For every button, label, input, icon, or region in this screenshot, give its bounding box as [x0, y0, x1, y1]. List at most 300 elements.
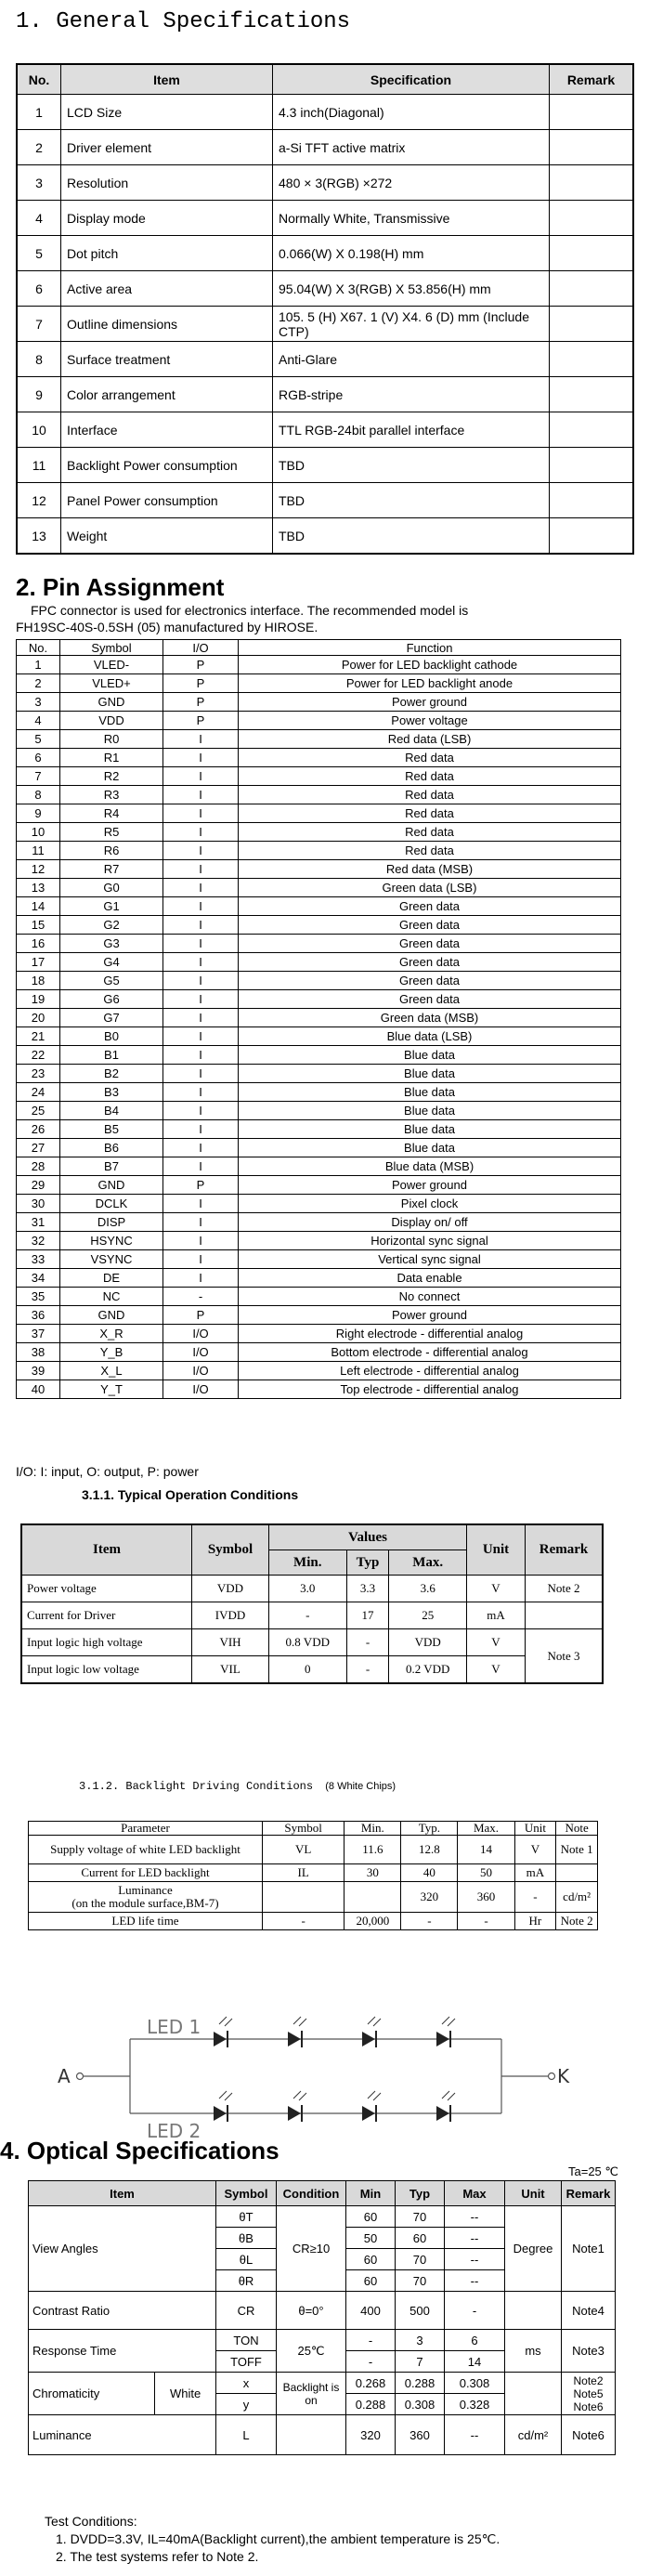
- op-h-remark: Remark: [526, 1524, 604, 1576]
- gen-header-cell: Remark: [550, 64, 634, 95]
- gen-cell: [550, 377, 634, 412]
- pin-cell: X_L: [60, 1362, 163, 1380]
- op-cell: V: [467, 1576, 526, 1602]
- pin-cell: DCLK: [60, 1195, 163, 1213]
- op-cell: IVDD: [192, 1602, 269, 1629]
- bl-cell: Current for LED backlight: [29, 1864, 263, 1882]
- bl-h: Parameter: [29, 1822, 263, 1836]
- pin-cell: 4: [17, 712, 60, 730]
- pin-cell: VLED-: [60, 656, 163, 674]
- gen-cell: 4: [17, 201, 61, 236]
- pin-cell: Red data: [239, 842, 621, 860]
- diode-icon: [214, 2032, 227, 2046]
- pin-cell: Red data: [239, 823, 621, 842]
- table-row: [17, 165, 633, 201]
- op-cell: 3.6: [389, 1576, 467, 1602]
- table-row: [17, 1213, 621, 1232]
- opt-cell: 70: [396, 2206, 445, 2228]
- cathode-label: K: [557, 2065, 570, 2087]
- op-cell: 0.8 VDD: [269, 1629, 347, 1656]
- opt-cell: Note6: [562, 2415, 616, 2455]
- table-row: [17, 1232, 621, 1250]
- pin-cell: Top electrode - differential analog: [239, 1380, 621, 1399]
- pin-cell: I: [163, 972, 239, 990]
- table-row: [17, 1046, 621, 1065]
- opt-cell: TOFF: [216, 2351, 277, 2373]
- pin-cell: Right electrode - differential analog: [239, 1325, 621, 1343]
- opt-h: Condition: [277, 2181, 346, 2206]
- table-row: [17, 730, 621, 749]
- opt-va-remark: Note1: [562, 2206, 616, 2292]
- pin-cell: B5: [60, 1120, 163, 1139]
- gen-cell: Display mode: [61, 201, 273, 236]
- test-conditions-title: Test Conditions:: [45, 2514, 137, 2529]
- pin-cell: VLED+: [60, 674, 163, 693]
- pin-cell: 28: [17, 1157, 60, 1176]
- opt-row-luminance: [29, 2415, 616, 2455]
- table-row: [17, 1083, 621, 1102]
- pin-cell: I: [163, 935, 239, 953]
- op-h-max: Max.: [389, 1550, 467, 1576]
- opt-va-unit: Degree: [505, 2206, 562, 2292]
- gen-cell: 6: [17, 271, 61, 307]
- pin-cell: Green data: [239, 916, 621, 935]
- gen-cell: 480 × 3(RGB) ×272: [273, 165, 550, 201]
- opt-h: Unit: [505, 2181, 562, 2206]
- pin-cell: Blue data: [239, 1083, 621, 1102]
- table-row: [17, 990, 621, 1009]
- pin-cell: P: [163, 1306, 239, 1325]
- op-cell: 3.3: [346, 1576, 389, 1602]
- pin-cell: Green data: [239, 953, 621, 972]
- section-optical-title: 4. Optical Specifications: [0, 2137, 280, 2164]
- led-circuit-diagram: [56, 2011, 576, 2141]
- backlight-table: [28, 1821, 598, 1930]
- pin-cell: Green data (LSB): [239, 879, 621, 897]
- opt-white: White: [155, 2373, 216, 2415]
- pin-cell: 31: [17, 1213, 60, 1232]
- pin-cell: I: [163, 842, 239, 860]
- opt-row-ton: [29, 2330, 616, 2351]
- gen-cell: Driver element: [61, 130, 273, 165]
- pin-assignment-table: [16, 639, 621, 1399]
- gen-cell: TBD: [273, 448, 550, 483]
- op-cell: 17: [346, 1602, 389, 1629]
- pin-cell: 24: [17, 1083, 60, 1102]
- pin-cell: Power for LED backlight anode: [239, 674, 621, 693]
- op-cell: -: [269, 1602, 347, 1629]
- table-row: [17, 693, 621, 712]
- opt-resp-remark: Note3: [562, 2330, 616, 2373]
- pin-cell: B6: [60, 1139, 163, 1157]
- bl-cell: 50: [458, 1864, 514, 1882]
- table-row: [17, 95, 633, 130]
- pin-cell: I: [163, 897, 239, 916]
- pin-cell: 34: [17, 1269, 60, 1288]
- gen-header-cell: No.: [17, 64, 61, 95]
- table-row: [17, 1343, 621, 1362]
- pin-cell: 7: [17, 767, 60, 786]
- pin-cell: P: [163, 656, 239, 674]
- opt-chromaticity: Chromaticity: [29, 2373, 155, 2415]
- op-h-symbol: Symbol: [192, 1524, 269, 1576]
- pin-cell: 20: [17, 1009, 60, 1027]
- pin-cell: G6: [60, 990, 163, 1009]
- opt-cell: 60: [346, 2249, 396, 2270]
- pin-cell: G5: [60, 972, 163, 990]
- gen-cell: 2: [17, 130, 61, 165]
- pin-cell: I: [163, 1102, 239, 1120]
- pin-cell: Green data (MSB): [239, 1009, 621, 1027]
- opt-cell: L: [216, 2415, 277, 2455]
- pin-intro-line1: FPC connector is used for electronics interface. The recommended model is: [31, 603, 469, 618]
- op-cell: V: [467, 1629, 526, 1656]
- table-row: [17, 972, 621, 990]
- pin-cell: Bottom electrode - differential analog: [239, 1343, 621, 1362]
- op-cell: V: [467, 1656, 526, 1684]
- led2-label: LED 2: [147, 2120, 202, 2141]
- pin-cell: R0: [60, 730, 163, 749]
- opt-cell: 360: [396, 2415, 445, 2455]
- pin-cell: 16: [17, 935, 60, 953]
- opt-row-contrast: [29, 2292, 616, 2330]
- gen-cell: TTL RGB-24bit parallel interface: [273, 412, 550, 448]
- opt-cell: θL: [216, 2249, 277, 2270]
- pin-cell: 40: [17, 1380, 60, 1399]
- gen-cell: [550, 412, 634, 448]
- opt-cell: 70: [396, 2249, 445, 2270]
- opt-header-row: [29, 2181, 616, 2206]
- table-row: [17, 412, 633, 448]
- table-row: [17, 518, 633, 555]
- general-spec-table: [16, 63, 634, 555]
- opt-cell: [505, 2373, 562, 2415]
- opt-cell: 70: [396, 2270, 445, 2292]
- bl-cell: [344, 1882, 401, 1913]
- pin-header-row: [17, 640, 621, 656]
- pin-cell: I: [163, 860, 239, 879]
- pin-cell: I: [163, 1046, 239, 1065]
- opt-cell: -: [346, 2351, 396, 2373]
- gen-cell: [550, 518, 634, 555]
- gen-cell: 1: [17, 95, 61, 130]
- op-h-typ: Typ: [346, 1550, 389, 1576]
- opt-cell: Contrast Ratio: [29, 2292, 216, 2330]
- bl-row-life: [29, 1913, 598, 1930]
- pin-cell: I: [163, 1269, 239, 1288]
- pin-cell: 9: [17, 804, 60, 823]
- op-cell: [526, 1602, 604, 1629]
- pin-cell: I: [163, 1213, 239, 1232]
- opt-h: Symbol: [216, 2181, 277, 2206]
- pin-cell: 12: [17, 860, 60, 879]
- opt-chrom-cond: Backlight is on: [277, 2373, 346, 2415]
- opt-cell: 3: [396, 2330, 445, 2351]
- opt-h: Item: [29, 2181, 216, 2206]
- pin-cell: Power ground: [239, 693, 621, 712]
- bl-row-current: [29, 1864, 598, 1882]
- pin-cell: Display on/ off: [239, 1213, 621, 1232]
- pin-cell: Red data: [239, 786, 621, 804]
- bl-cell: 360: [458, 1882, 514, 1913]
- opt-cell: --: [445, 2249, 505, 2270]
- bl-h: Min.: [344, 1822, 401, 1836]
- pin-body: [17, 656, 621, 1399]
- pin-cell: B1: [60, 1046, 163, 1065]
- table-row: [17, 823, 621, 842]
- op-row-logic-high: [21, 1629, 603, 1656]
- table-row: [17, 1380, 621, 1399]
- opt-row-theta-t: [29, 2206, 616, 2228]
- bl-cell: Note 1: [556, 1836, 598, 1864]
- bl-cell: Note 2: [556, 1913, 598, 1930]
- op-cell: 3.0: [269, 1576, 347, 1602]
- table-row: [17, 842, 621, 860]
- pin-cell: 26: [17, 1120, 60, 1139]
- op-row-logic-low: [21, 1656, 603, 1684]
- op-h-values: Values: [269, 1524, 467, 1550]
- opt-cell: θR: [216, 2270, 277, 2292]
- pin-cell: Red data (MSB): [239, 860, 621, 879]
- opt-cell: 0.268: [346, 2373, 396, 2394]
- op-cell: 0.2 VDD: [389, 1656, 467, 1684]
- pin-cell: I/O: [163, 1343, 239, 1362]
- bl-luminance-sub: (on the module surface,BM-7): [72, 1896, 219, 1910]
- gen-cell: 12: [17, 483, 61, 518]
- pin-cell: 23: [17, 1065, 60, 1083]
- gen-cell: Active area: [61, 271, 273, 307]
- pin-cell: 18: [17, 972, 60, 990]
- pin-cell: I: [163, 786, 239, 804]
- table-row: [17, 1176, 621, 1195]
- gen-cell: Surface treatment: [61, 342, 273, 377]
- diode-icon: [362, 2032, 375, 2046]
- table-row: [17, 342, 633, 377]
- pin-cell: I: [163, 953, 239, 972]
- gen-cell: Normally White, Transmissive: [273, 201, 550, 236]
- op-cell: mA: [467, 1602, 526, 1629]
- pin-cell: P: [163, 693, 239, 712]
- table-row: [17, 767, 621, 786]
- opt-cell: 500: [396, 2292, 445, 2330]
- gen-cell: Interface: [61, 412, 273, 448]
- gen-cell: LCD Size: [61, 95, 273, 130]
- pin-cell: NC: [60, 1288, 163, 1306]
- gen-cell: 3: [17, 165, 61, 201]
- pin-cell: 37: [17, 1325, 60, 1343]
- table-row: [17, 1306, 621, 1325]
- anode-label: A: [58, 2065, 71, 2087]
- pin-cell: I: [163, 1027, 239, 1046]
- opt-cell: -: [445, 2292, 505, 2330]
- pin-cell: Y_B: [60, 1343, 163, 1362]
- diode-icon: [362, 2106, 375, 2121]
- opt-cell: y: [216, 2394, 277, 2415]
- opt-cell: 0.308: [445, 2373, 505, 2394]
- opt-h: Max: [445, 2181, 505, 2206]
- gen-cell: [550, 95, 634, 130]
- pin-cell: 29: [17, 1176, 60, 1195]
- pin-cell: Red data: [239, 804, 621, 823]
- backlight-title-wrap: [79, 1780, 396, 1793]
- pin-cell: I: [163, 1009, 239, 1027]
- pin-cell: Green data: [239, 935, 621, 953]
- pin-cell: 21: [17, 1027, 60, 1046]
- gen-cell: [550, 130, 634, 165]
- pin-cell: Red data: [239, 749, 621, 767]
- op-h-item: Item: [21, 1524, 192, 1576]
- test-conditions-line1: 1. DVDD=3.3V, IL=40mA(Backlight current),the ambient temperature is 25℃.: [56, 2531, 500, 2546]
- gen-cell: Outline dimensions: [61, 307, 273, 342]
- pin-cell: I: [163, 1157, 239, 1176]
- table-row: [17, 201, 633, 236]
- pin-cell: B7: [60, 1157, 163, 1176]
- pin-cell: Red data: [239, 767, 621, 786]
- opt-cell: 7: [396, 2351, 445, 2373]
- pin-cell: I/O: [163, 1325, 239, 1343]
- bl-cell: -: [514, 1882, 556, 1913]
- test-conditions-line2: 2. The test systems refer to Note 2.: [56, 2549, 259, 2564]
- gen-cell: Panel Power consumption: [61, 483, 273, 518]
- opt-cell: 0.288: [396, 2373, 445, 2394]
- pin-cell: 36: [17, 1306, 60, 1325]
- pin-cell: Blue data: [239, 1102, 621, 1120]
- table-row: [17, 1325, 621, 1343]
- pin-cell: -: [163, 1288, 239, 1306]
- pin-cell: R5: [60, 823, 163, 842]
- op-cell: -: [346, 1656, 389, 1684]
- gen-cell: 0.066(W) X 0.198(H) mm: [273, 236, 550, 271]
- opt-resp-cond: 25℃: [277, 2330, 346, 2373]
- pin-cell: 6: [17, 749, 60, 767]
- pin-cell: G0: [60, 879, 163, 897]
- pin-cell: Y_T: [60, 1380, 163, 1399]
- gen-cell: TBD: [273, 518, 550, 555]
- pin-cell: Green data: [239, 972, 621, 990]
- opt-cell: θ=0°: [277, 2292, 346, 2330]
- pin-cell: 32: [17, 1232, 60, 1250]
- gen-cell: 11: [17, 448, 61, 483]
- bl-cell: 20,000: [344, 1913, 401, 1930]
- table-row: [17, 712, 621, 730]
- backlight-title: 3.1.2. Backlight Driving Conditions: [79, 1780, 314, 1793]
- table-row: [17, 1102, 621, 1120]
- pin-cell: Power ground: [239, 1176, 621, 1195]
- pin-cell: 17: [17, 953, 60, 972]
- bl-cell: mA: [514, 1864, 556, 1882]
- table-row: [17, 130, 633, 165]
- pin-cell: Blue data: [239, 1065, 621, 1083]
- table-row: [17, 897, 621, 916]
- pin-cell: G1: [60, 897, 163, 916]
- pin-cell: G3: [60, 935, 163, 953]
- pin-cell: DE: [60, 1269, 163, 1288]
- table-row: [17, 1269, 621, 1288]
- table-row: [17, 674, 621, 693]
- pin-cell: No connect: [239, 1288, 621, 1306]
- gen-cell: [550, 165, 634, 201]
- op-cell: Input logic low voltage: [21, 1656, 192, 1684]
- bl-cell-luminance: [29, 1882, 263, 1913]
- pin-cell: 11: [17, 842, 60, 860]
- gen-cell: Dot pitch: [61, 236, 273, 271]
- pin-cell: Pixel clock: [239, 1195, 621, 1213]
- opt-cell: Luminance: [29, 2415, 216, 2455]
- opt-cell: 0.328: [445, 2394, 505, 2415]
- pin-cell: R6: [60, 842, 163, 860]
- gen-cell: 4.3 inch(Diagonal): [273, 95, 550, 130]
- pin-cell: R1: [60, 749, 163, 767]
- pin-io-legend: I/O: I: input, O: output, P: power: [16, 1464, 199, 1479]
- opt-cell: -: [346, 2330, 396, 2351]
- table-row: [17, 935, 621, 953]
- op-cell: VDD: [192, 1576, 269, 1602]
- section-general-specs-title: 1. General Specifications: [16, 9, 351, 34]
- pin-cell: P: [163, 674, 239, 693]
- pin-header-cell: I/O: [163, 640, 239, 656]
- op-cell: VDD: [389, 1629, 467, 1656]
- opt-cell: 320: [346, 2415, 396, 2455]
- opt-cell: 6: [445, 2330, 505, 2351]
- opt-cell: TON: [216, 2330, 277, 2351]
- table-row: [17, 804, 621, 823]
- pin-cell: G7: [60, 1009, 163, 1027]
- gen-cell: 7: [17, 307, 61, 342]
- pin-cell: 2: [17, 674, 60, 693]
- opt-cell: CR: [216, 2292, 277, 2330]
- table-row: [17, 377, 633, 412]
- pin-cell: Horizontal sync signal: [239, 1232, 621, 1250]
- bl-cell: [556, 1864, 598, 1882]
- general-spec-body: [17, 95, 633, 555]
- opt-response: Response Time: [29, 2330, 216, 2373]
- gen-cell: [550, 342, 634, 377]
- pin-cell: B0: [60, 1027, 163, 1046]
- gen-cell: 5: [17, 236, 61, 271]
- bl-cell: 320: [401, 1882, 458, 1913]
- pin-cell: GND: [60, 1176, 163, 1195]
- table-row: [17, 953, 621, 972]
- pin-cell: Green data: [239, 990, 621, 1009]
- opt-view-angles: View Angles: [29, 2206, 216, 2292]
- table-row: [17, 307, 633, 342]
- ambient-temp-label: Ta=25 ℃: [568, 2164, 618, 2178]
- section-pin-assignment-title: 2. Pin Assignment: [16, 573, 225, 601]
- gen-header-cell: Specification: [273, 64, 550, 95]
- pin-cell: 30: [17, 1195, 60, 1213]
- op-cell-note3: Note 3: [526, 1629, 604, 1684]
- optical-spec-table: [28, 2180, 616, 2455]
- gen-cell: Resolution: [61, 165, 273, 201]
- pin-cell: I: [163, 1250, 239, 1269]
- pin-cell: GND: [60, 1306, 163, 1325]
- pin-cell: 13: [17, 879, 60, 897]
- gen-cell: 95.04(W) X 3(RGB) X 53.856(H) mm: [273, 271, 550, 307]
- pin-header-cell: Symbol: [60, 640, 163, 656]
- backlight-subtitle: (8 White Chips): [325, 1781, 396, 1792]
- table-row: [17, 1195, 621, 1213]
- pin-cell: 25: [17, 1102, 60, 1120]
- opt-cell: --: [445, 2270, 505, 2292]
- led-diode-group: [214, 2032, 449, 2121]
- pin-cell: I: [163, 1120, 239, 1139]
- gen-cell: 10: [17, 412, 61, 448]
- pin-cell: Left electrode - differential analog: [239, 1362, 621, 1380]
- op-cell: VIL: [192, 1656, 269, 1684]
- table-row: [17, 1288, 621, 1306]
- pin-cell: Blue data: [239, 1120, 621, 1139]
- bl-luminance-label: Luminance: [118, 1883, 173, 1897]
